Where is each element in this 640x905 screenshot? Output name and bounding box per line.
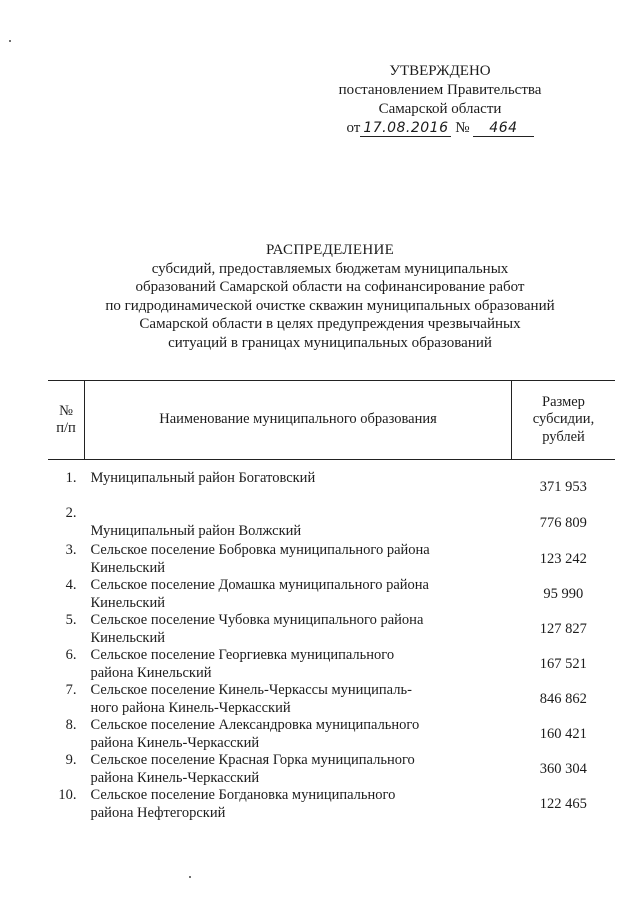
subtitle-line: ситуаций в границах муниципальных образований	[168, 334, 492, 351]
date-prefix: от	[346, 120, 361, 136]
table-spacer	[48, 460, 615, 471]
subtitle-line: субсидий, предоставляемых бюджетам муниципальных	[151, 260, 509, 277]
table-row	[48, 542, 615, 577]
approval-date: 17.08.2016	[360, 120, 451, 137]
row-name-line: Сельское поселение Бобровка муниципального района	[90, 542, 430, 558]
approval-title: УТВЕРЖДЕНО	[389, 63, 491, 79]
row-amount: 95 990	[543, 585, 584, 602]
table-row	[48, 682, 615, 717]
header-name: Наименование муниципального образования	[85, 381, 512, 460]
row-name-line: Сельское поселение Богдановка муниципального	[90, 787, 396, 803]
row-number: 10.	[58, 787, 77, 803]
row-name-line: ного района Кинель-Черкасский	[90, 699, 291, 716]
row-name	[85, 612, 512, 647]
subtitle-line: по гидродинамической очистке скважин муниципальных образований	[105, 297, 555, 314]
row-name-line: района Нефтегорский	[90, 804, 226, 821]
row-name-line: района Кинель-Черкасский	[90, 769, 260, 786]
row-number: 1.	[65, 470, 77, 486]
row-name	[85, 577, 512, 612]
table-row	[48, 717, 615, 752]
row-name-line: Сельское поселение Александровка муниципального	[90, 717, 420, 733]
table-row	[48, 470, 615, 505]
approval-stamp	[300, 62, 580, 138]
approval-number: 464	[473, 120, 533, 137]
approval-line-2: Самарской области	[378, 101, 502, 117]
table-row	[48, 577, 615, 612]
document-heading: РАСПРЕДЕЛЕНИЕ	[265, 242, 395, 258]
row-number: 2.	[65, 505, 77, 521]
row-name-line: района Кинель-Черкасский	[90, 734, 260, 751]
approval-line-1: постановлением Правительства	[338, 82, 542, 98]
header-amount-line: рублей	[542, 428, 585, 445]
row-number: 9.	[65, 752, 77, 768]
row-number: 8.	[65, 717, 77, 733]
row-name	[85, 470, 512, 505]
row-name	[85, 647, 512, 682]
row-name-line: района Кинельский	[90, 664, 212, 681]
row-name	[85, 752, 512, 787]
row-name-line: Сельское поселение Чубовка муниципального района	[90, 612, 424, 628]
row-amount: 167 521	[539, 655, 587, 672]
row-name-line: Кинельский	[90, 559, 165, 576]
document-title	[60, 241, 600, 352]
row-name-line: Кинельский	[90, 629, 165, 646]
row-number: 4.	[65, 577, 77, 593]
row-name	[85, 787, 512, 822]
row-number: 7.	[65, 682, 77, 698]
number-prefix: №	[455, 120, 470, 136]
row-amount: 776 809	[539, 514, 587, 531]
row-name-line: Муниципальный район Волжский	[90, 522, 302, 539]
row-amount: 371 953	[539, 478, 587, 495]
row-number: 3.	[65, 542, 77, 558]
row-name-line: Сельское поселение Кинель-Черкассы муниципаль-	[90, 682, 412, 698]
row-name-line: Сельское поселение Домашка муниципального района	[90, 577, 429, 593]
row-name-line: Сельское поселение Красная Горка муниципального	[90, 752, 415, 768]
row-name-line: Муниципальный район Богатовский	[90, 470, 316, 486]
header-amount-line: субсидии,	[532, 411, 595, 428]
row-name	[85, 542, 512, 577]
row-amount: 122 465	[539, 795, 587, 812]
row-amount: 123 242	[539, 550, 587, 567]
table-header-row	[48, 381, 615, 460]
header-number-line: №	[59, 402, 73, 419]
table-row	[48, 612, 615, 647]
row-name-line: Сельское поселение Георгиевка муниципального	[90, 647, 395, 663]
table-row	[48, 787, 615, 822]
header-number-line: п/п	[56, 420, 76, 436]
row-number: 5.	[65, 612, 77, 628]
row-number: 6.	[65, 647, 77, 663]
table-row	[48, 752, 615, 787]
row-amount: 846 862	[539, 690, 587, 707]
header-number	[48, 381, 85, 460]
scan-speck	[189, 876, 191, 878]
row-amount: 127 827	[539, 620, 587, 637]
header-amount	[512, 381, 616, 460]
row-name	[85, 505, 512, 542]
row-name	[85, 682, 512, 717]
approval-date-line	[300, 119, 580, 138]
scan-speck	[9, 40, 11, 42]
subtitle-line: Самарской области в целях предупреждения чрезвычайных	[139, 316, 521, 332]
subtitle-line: образований Самарской области на софинансирование работ	[135, 279, 525, 295]
table-row	[48, 647, 615, 682]
header-amount-line: Размер	[542, 393, 585, 410]
row-amount: 160 421	[539, 725, 587, 742]
table-row	[48, 505, 615, 542]
distribution-table	[48, 380, 615, 822]
row-amount: 360 304	[539, 760, 587, 777]
row-name	[85, 717, 512, 752]
row-name-line: Кинельский	[90, 594, 165, 611]
